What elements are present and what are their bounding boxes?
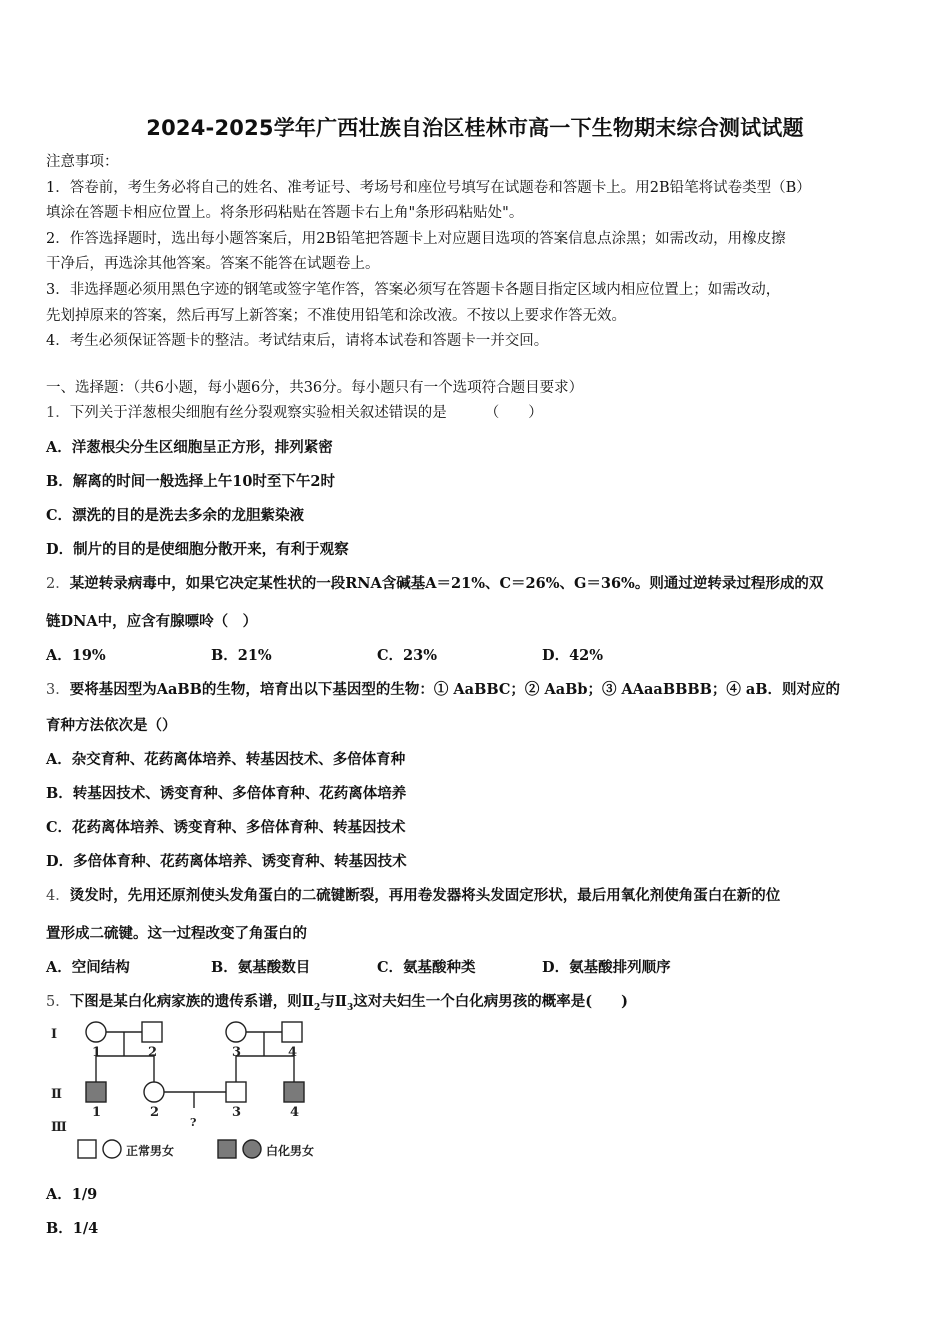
question-number: 5． [46,994,70,1010]
question-4-stem [46,884,780,905]
option-a: A．19% [46,647,106,664]
option-a: A．杂交育种、花药离体培养、转基因技术、多倍体育种 [46,751,406,768]
question-2-stem-continued: 链DNA中，应含有腺嘌呤（ ） [46,613,258,630]
option-c: C．23% [377,647,437,664]
option-c: C．氨基酸种类 [377,959,476,976]
legend-female-normal [103,1140,121,1158]
option-b: B．氨基酸数目 [211,959,311,976]
question-4-stem-continued: 置形成二硫键。这一过程改变了角蛋白的 [46,925,307,942]
question-5-stem [46,990,628,1013]
question-2-stem [46,572,823,593]
option-c: C．花药离体培养、诱变育种、多倍体育种、转基因技术 [46,819,406,836]
individual-number: 3 [232,1045,242,1060]
notice-line: 填涂在答题卡相应位置上。将条形码粘贴在答题卡右上角"条形码粘贴处"。 [46,205,524,222]
notice-section [46,150,916,355]
notice-line: 3．非选择题必须用黑色字迹的钢笔或签字笔作答，答案必须写在答题卡各题目指定区域内相应位置上；如需改动， [46,281,781,298]
option-b: B．转基因技术、诱变育种、多倍体育种、花药离体培养 [46,785,407,802]
notice-line: 4．考生必须保证答题卡的整洁。考试结束后，请将本试卷和答题卡一并交回。 [46,333,549,350]
individual-number: 2 [150,1105,160,1120]
option-a: A．洋葱根尖分生区细胞呈正方形，排列紧密 [46,439,333,456]
question-text: 下列关于洋葱根尖细胞有丝分裂观察实验相关叙述错误的是 [69,405,447,421]
option-b: B．21% [211,647,272,664]
section-heading: 一、选择题：（共6小题，每小题6分，共36分。每小题只有一个选项符合题目要求） [46,380,584,396]
female-normal-I3 [226,1022,246,1042]
notice-line: 先划掉原来的答案，然后再写上新答案；不准使用铅笔和涂改液。不按以上要求作答无效。 [46,307,626,324]
question-text: 下图是某白化病家族的遗传系谱，则Ⅱ [69,993,314,1010]
pedigree-diagram [46,1016,346,1166]
female-normal-II2 [144,1082,164,1102]
subscript: 3 [346,1002,354,1013]
option-d: D．多倍体育种、花药离体培养、诱变育种、转基因技术 [46,853,407,870]
question-text: 这对夫妇生一个白化病男孩的概率是( ) [353,993,628,1010]
page-title: 2024-2025学年广西壮族自治区桂林市高一下生物期末综合测试试题 [146,116,804,140]
female-normal-I1 [86,1022,106,1042]
individual-number: 2 [148,1045,158,1060]
generation-label-3: Ⅲ [51,1120,67,1135]
male-albino-II1 [86,1082,106,1102]
legend-male-albino [218,1140,236,1158]
option-a: A．空间结构 [46,959,130,976]
answer-blank: （ ） [484,405,543,421]
question-number: 4． [46,888,70,904]
notice-line: 2．作答选择题时，选出每小题答案后，用2B铅笔把答题卡上对应题目选项的答案信息点涂黑；如需改动，用橡皮擦 [46,230,786,247]
legend-normal-label: 正常男女 [126,1144,175,1158]
option-c: C．漂洗的目的是洗去多余的龙胆紫染液 [46,507,305,524]
option-d: D．氨基酸排列顺序 [542,959,671,976]
option-a: A．1/9 [46,1186,98,1203]
question-3-stem [46,678,840,699]
question-text: 烫发时，先用还原剂使头发角蛋白的二硫键断裂，再用卷发器将头发固定形状，最后用氧化剂使角蛋白在新的位 [69,887,781,904]
individual-number: 4 [290,1105,300,1120]
question-text: 要将基因型为AaBB的生物，培育出以下基因型的生物：① AaBBC；② AaBb；③ AAaaBBBB；④ aB．则对应的 [69,681,841,698]
option-b: B．1/4 [46,1220,99,1237]
unknown-offspring-mark: ? [190,1116,197,1129]
generation-label-2: Ⅱ [51,1087,62,1102]
male-normal-II3 [226,1082,246,1102]
individual-number: 4 [288,1045,298,1060]
male-normal-I4 [282,1022,302,1042]
option-d: D．42% [542,647,604,664]
question-number: 1． [46,405,70,421]
option-d: D．制片的目的是使细胞分散开来，有利于观察 [46,541,349,558]
subscript: 2 [313,1002,321,1013]
individual-number: 1 [92,1105,102,1120]
question-3-stem-continued: 育种方法依次是（） [46,717,177,734]
notice-line: 干净后，再选涂其他答案。答案不能答在试题卷上。 [46,256,380,273]
individual-number: 3 [232,1105,242,1120]
generation-label-1: Ⅰ [51,1027,58,1042]
question-1-stem [46,401,543,422]
question-text: 某逆转录病毒中，如果它决定某性状的一段RNA含碱基A＝21%、C＝26%、G＝36%。则通过逆转录过程形成的双 [69,575,824,592]
question-number: 3． [46,682,70,698]
legend-male-normal [78,1140,96,1158]
option-b: B．解离的时间一般选择上午10时至下午2时 [46,473,336,490]
notice-heading: 注意事项： [46,154,119,170]
question-text: 与Ⅱ [320,993,347,1010]
individual-number: 1 [92,1045,102,1060]
question-number: 2． [46,576,70,592]
male-albino-II4 [284,1082,304,1102]
legend-albino-label: 白化男女 [266,1144,315,1158]
notice-line: 1．答卷前，考生务必将自己的姓名、准考证号、考场号和座位号填写在试题卷和答题卡上。用2B铅笔将试卷类型（B） [46,179,811,196]
legend-female-albino [243,1140,261,1158]
male-normal-I2 [142,1022,162,1042]
